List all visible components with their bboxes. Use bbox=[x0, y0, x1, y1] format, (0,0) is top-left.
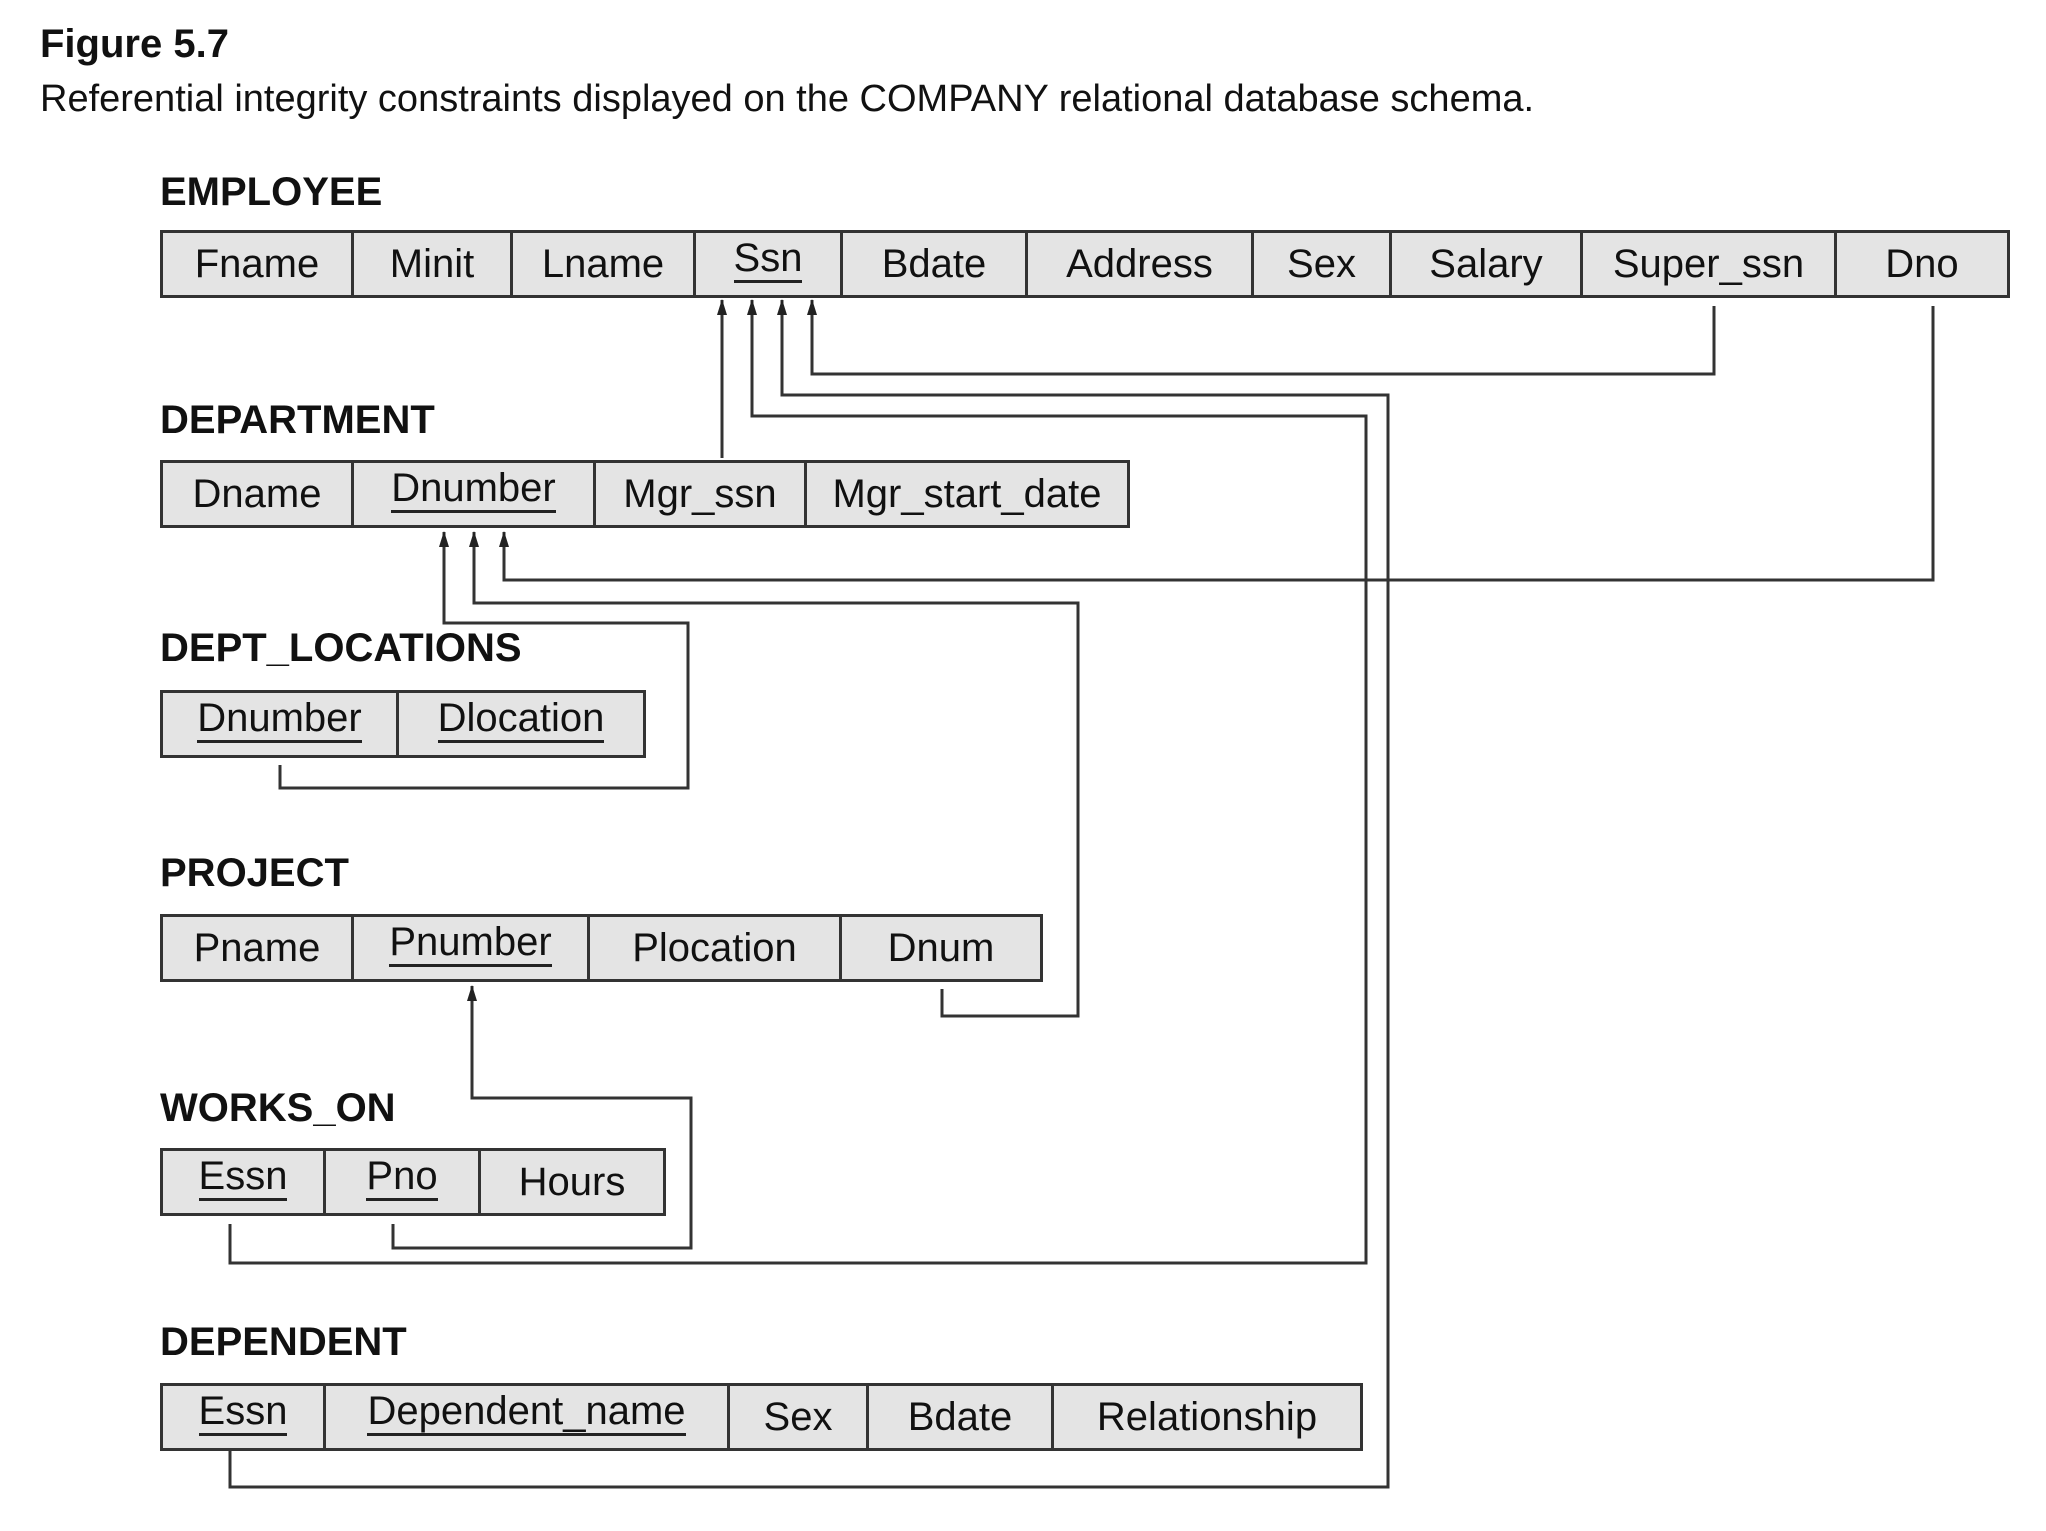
relation-department bbox=[160, 460, 1130, 528]
attribute-cell-primary-key: Dlocation bbox=[399, 693, 643, 755]
attribute-cell: Minit bbox=[354, 233, 513, 295]
attribute-cell-primary-key: Essn bbox=[163, 1151, 326, 1213]
attribute-cell: Address bbox=[1028, 233, 1254, 295]
attribute-cell: Super_ssn bbox=[1583, 233, 1837, 295]
attribute-cell: Pname bbox=[163, 917, 354, 979]
attribute-cell: Fname bbox=[163, 233, 354, 295]
figure-title: Figure 5.7 bbox=[40, 22, 229, 66]
relation-name-dept-locations: DEPT_LOCATIONS bbox=[160, 626, 522, 670]
attribute-cell-primary-key: Pnumber bbox=[354, 917, 590, 979]
fk-line-employee-super-ssn-to-employee-ssn bbox=[812, 300, 1714, 374]
relation-name-employee: EMPLOYEE bbox=[160, 170, 383, 214]
relation-name-department: DEPARTMENT bbox=[160, 398, 435, 442]
attribute-cell: Sex bbox=[1254, 233, 1392, 295]
attribute-cell-primary-key: Ssn bbox=[696, 233, 843, 295]
relation-name-project: PROJECT bbox=[160, 851, 349, 895]
relation-dependent bbox=[160, 1383, 1363, 1451]
attribute-cell: Mgr_start_date bbox=[832, 471, 1102, 516]
attribute-cell: Salary bbox=[1392, 233, 1583, 295]
attribute-cell: Plocation bbox=[590, 917, 842, 979]
relation-works-on bbox=[160, 1148, 666, 1216]
attribute-cell-primary-key: Dnumber bbox=[354, 463, 596, 525]
attribute-cell-primary-key: Pno bbox=[326, 1151, 481, 1213]
relation-project bbox=[160, 914, 1043, 982]
attribute-cell: Hours bbox=[518, 1159, 626, 1204]
attribute-cell: Dno bbox=[1885, 241, 1959, 286]
fk-line-works-on-essn-to-employee-ssn bbox=[230, 300, 1366, 1263]
attribute-cell: Mgr_ssn bbox=[596, 463, 807, 525]
attribute-cell-primary-key: Essn bbox=[163, 1386, 326, 1448]
relation-name-dependent: DEPENDENT bbox=[160, 1320, 407, 1364]
attribute-cell: Lname bbox=[513, 233, 696, 295]
figure-caption: Referential integrity constraints displayed on the COMPANY relational database schema. bbox=[40, 78, 1535, 120]
fk-line-employee-dno-to-department-dnumber bbox=[504, 306, 1933, 580]
attribute-cell: Relationship bbox=[1096, 1394, 1318, 1439]
attribute-cell: Dname bbox=[163, 463, 354, 525]
relation-name-works-on: WORKS_ON bbox=[160, 1086, 396, 1130]
attribute-cell: Bdate bbox=[843, 233, 1028, 295]
attribute-cell: Sex bbox=[730, 1386, 869, 1448]
attribute-cell: Bdate bbox=[869, 1386, 1054, 1448]
relation-dept-locations bbox=[160, 690, 646, 758]
relation-employee bbox=[160, 230, 2010, 298]
attribute-cell-primary-key: Dnumber bbox=[163, 693, 399, 755]
attribute-cell-primary-key: Dependent_name bbox=[326, 1386, 730, 1448]
attribute-cell: Dnum bbox=[887, 925, 995, 970]
